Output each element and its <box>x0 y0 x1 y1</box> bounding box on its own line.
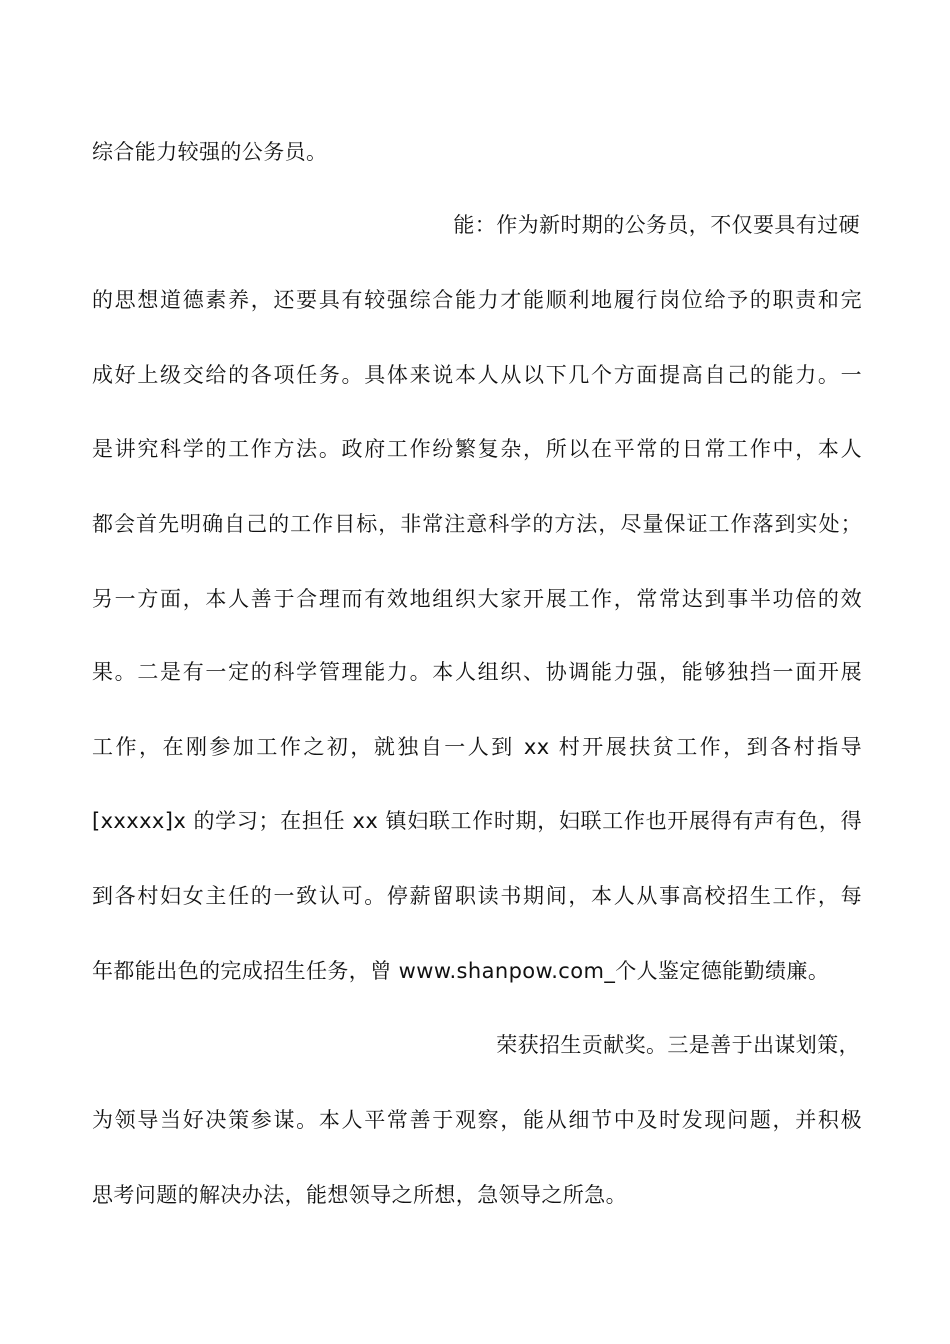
text-line: 是讲究科学的工作方法。政府工作纷繁复杂，所以在平常的日常工作中，本人 <box>92 437 862 461</box>
text-line: 年都能出色的完成招生任务，曾 www.shanpow.com_个人鉴定德能勤绩廉。 <box>92 959 830 983</box>
text-line: 另一方面，本人善于合理而有效地组织大家开展工作，常常达到事半功倍的效 <box>92 587 862 611</box>
text-line: 的思想道德素养，还要具有较强综合能力才能顺利地履行岗位给予的职责和完 <box>92 288 862 312</box>
text-line: 荣获招生贡献奖。三是善于出谋划策， <box>496 1033 860 1057</box>
text-line: 思考问题的解决办法，能想领导之所想，急领导之所急。 <box>92 1183 627 1207</box>
text-line: 到各村妇女主任的一致认可。停薪留职读书期间，本人从事高校招生工作，每 <box>92 884 862 908</box>
text-line: 为领导当好决策参谋。本人平常善于观察，能从细节中及时发现问题，并积极 <box>92 1108 862 1132</box>
text-line: 都会首先明确自己的工作目标，非常注意科学的方法，尽量保证工作落到实处； <box>92 512 862 536</box>
text-line: [xxxxx]x 的学习；在担任 xx 镇妇联工作时期，妇联工作也开展得有声有色，得 <box>92 809 862 833</box>
text-line: 能：作为新时期的公务员，不仅要具有过硬 <box>453 213 860 237</box>
text-line: 果。二是有一定的科学管理能力。本人组织、协调能力强，能够独挡一面开展 <box>92 660 862 684</box>
text-line: 成好上级交给的各项任务。具体来说本人从以下几个方面提高自己的能力。一 <box>92 363 862 387</box>
text-line: 工作，在刚参加工作之初，就独自一人到 xx 村开展扶贫工作，到各村指导 <box>92 735 862 759</box>
text-line: 综合能力较强的公务员。 <box>92 140 328 164</box>
